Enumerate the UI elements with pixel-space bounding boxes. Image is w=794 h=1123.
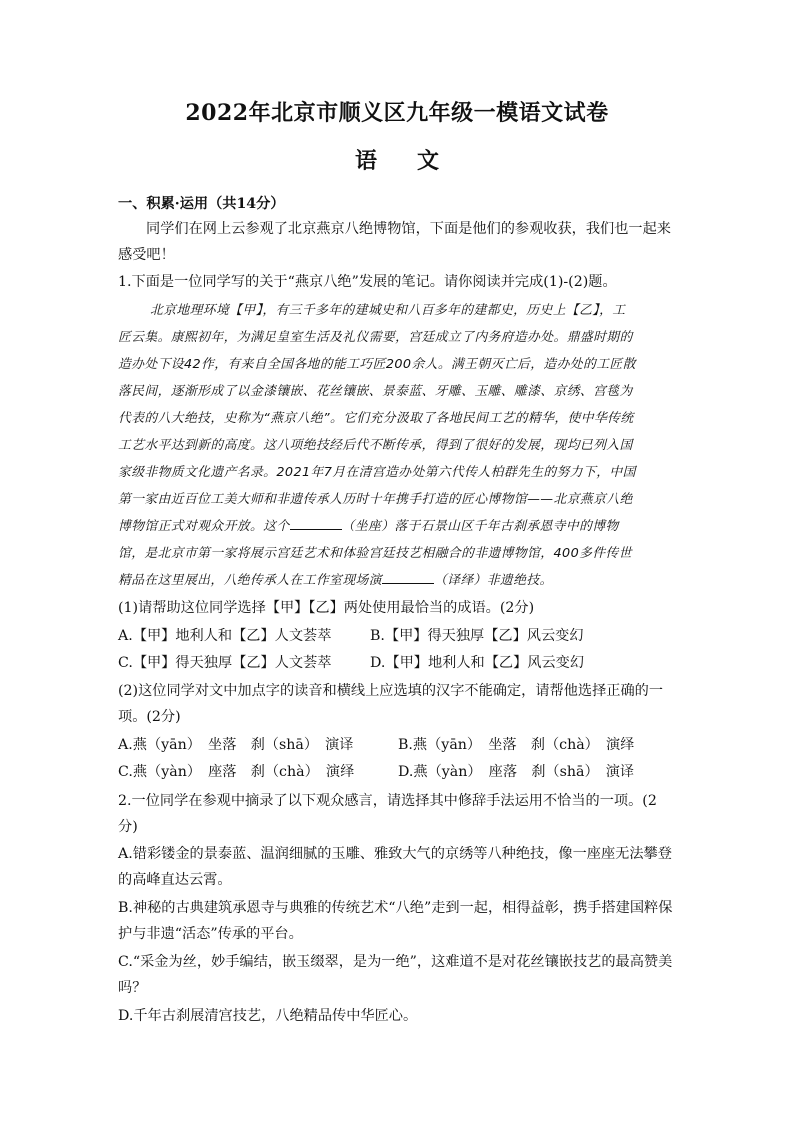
intro-line-1: 同学们在网上云参观了北京燕京八绝博物馆，下面是他们的参观收获，我们也一起来 [146,221,671,237]
option-b[interactable]: B.【甲】得天独厚【乙】风云变幻 [370,628,584,644]
fill-blank[interactable] [382,571,434,584]
passage-line: 造办处下设42作，有来自全国各地的能工巧匠200余人。满王朝灭亡后，造办处的工匠散 [118,357,636,372]
question-1-1-prompt: (1)请帮助这位同学选择【甲】【乙】两处使用最恰当的成语。(2分) [118,600,535,616]
fill-blank[interactable] [290,517,342,530]
section-heading: 一、积累·运用（共14分） [118,196,285,212]
question-2-prompt: 分) [118,819,138,835]
option-a[interactable]: A.燕（yān） 坐落 刹（shā） 演译 [118,737,354,753]
passage-line: 落民间，逐渐形成了以金漆镶嵌、花丝镶嵌、景泰蓝、牙雕、玉雕、雕漆、京绣、宫毯为 [118,384,633,399]
option-c[interactable]: C.【甲】得天独厚【乙】人文荟萃 [118,655,332,671]
option-b[interactable]: B.燕（yān） 坐落 刹（chà） 演绎 [398,737,635,753]
option-c[interactable]: C.燕（yàn） 座落 刹（chà） 演绎 [118,764,355,780]
passage-line-with-blank [118,569,678,588]
passage-text: 精品在这里展出，八绝传承人在工作室现场演 [118,573,382,588]
option-a-cont[interactable]: 的高峰直达云霄。 [118,872,232,888]
question-2-prompt: 2.一位同学在参观中摘录了以下观众感言，请选择其中修辞手法运用不恰当的一项。(2 [118,793,657,809]
passage-line: 代表的八大绝技，史称为“燕京八绝”。它们充分汲取了各地民间工艺的精华，使中华传统 [118,411,634,426]
question-1-prompt: 1.下面是一位同学写的关于“燕京八绝”发展的笔记。请你阅读并完成(1)-(2)题。 [118,274,617,290]
passage-text: （译绎）非遗绝技。 [433,573,553,588]
page-title: 2022年北京市顺义区九年级一模语文试卷 [185,100,609,126]
passage-text: 博物馆正式对观众开放。这个 [118,519,290,534]
option-c-cont[interactable]: 吗？ [118,980,147,996]
option-a[interactable]: A.错彩镂金的景泰蓝、温润细腻的玉雕、雅致大气的京绣等八种绝技，像一座座无法攀登 [118,846,672,862]
option-d[interactable]: D.千年古刹展清宫技艺，八绝精品传中华匠心。 [118,1008,418,1024]
passage-line: 家级非物质文化遗产名录。2021年7月在清宫造办处第六代传人柏群先生的努力下，中国 [118,465,636,480]
option-a[interactable]: A.【甲】地利人和【乙】人文荟萃 [118,628,332,644]
question-1-2-prompt: (2)这位同学对文中加点字的读音和横线上应选填的汉字不能确定，请帮他选择正确的一 [118,683,664,699]
passage-text: （坐座）落于石景山区千年古刹承恩寺中的博物 [341,519,619,534]
intro-line-2: 感受吧！ [118,247,175,263]
passage-line-with-blank [118,515,678,534]
passage-line: 馆，是北京市第一家将展示宫廷艺术和体验宫廷技艺相融合的非遗博物馆，400多件传世 [118,546,632,561]
passage-line: 第一家由近百位工美大师和非遗传承人历时十年携手打造的匠心博物馆——北京燕京八绝 [118,492,633,507]
question-1-2-prompt: 项。(2分) [118,709,181,725]
option-b-cont[interactable]: 护与非遗“活态”传承的平台。 [118,926,303,942]
passage-line: 匠云集。康熙初年，为满足皇室生活及礼仪需要，宫廷成立了内务府造办处。鼎盛时期的 [118,330,633,345]
option-d[interactable]: D.燕（yàn） 座落 刹（shā） 演译 [398,764,635,780]
subject-heading: 语文 [354,148,479,174]
option-c[interactable]: C.“采金为丝，妙手编结，嵌玉缀翠，是为一绝”，这难道不是对花丝镶嵌技艺的最高赞美 [118,954,673,970]
passage-line: 工艺水平达到新的高度。这八项绝技经后代不断传承，得到了很好的发展，现均已列入国 [118,438,633,453]
option-d[interactable]: D.【甲】地利人和【乙】风云变幻 [370,655,585,671]
option-b[interactable]: B.神秘的古典建筑承恩寺与典雅的传统艺术“八绝”走到一起，相得益彰，携手搭建国粹保 [118,900,673,916]
passage-line: 北京地理环境【甲】，有三千多年的建城史和八百多年的建都史，历史上【乙】，工 [150,303,626,318]
